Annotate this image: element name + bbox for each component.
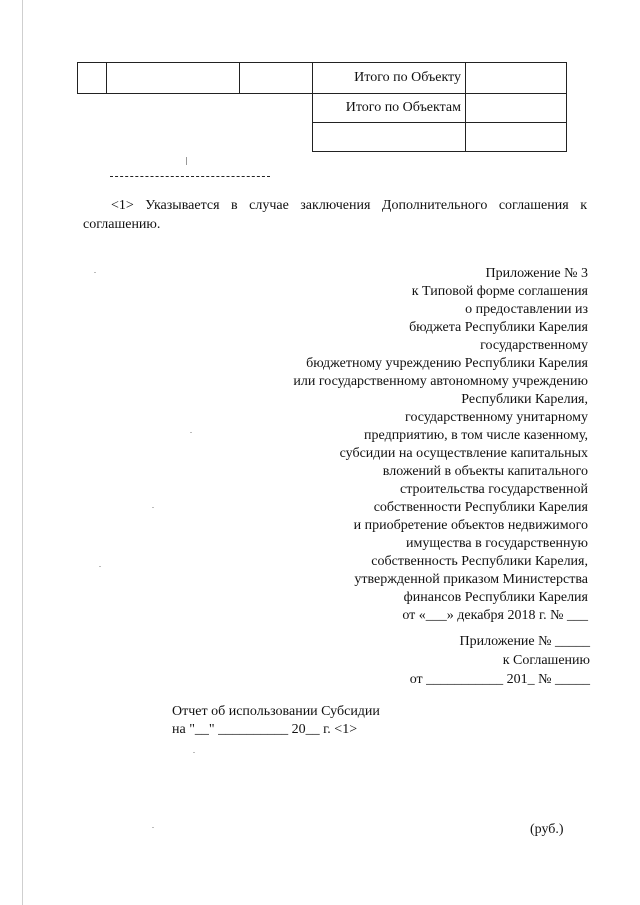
table-row	[78, 123, 567, 152]
appendix-line: и приобретение объектов недвижимого	[353, 518, 588, 533]
scan-speck	[152, 507, 154, 508]
total-per-object-label: Итого по Объекту	[313, 63, 466, 94]
footnote-separator	[110, 176, 270, 177]
total-per-objects-value	[466, 94, 567, 123]
agreement-appendix-line: Приложение № _____	[459, 634, 590, 649]
table-row	[78, 63, 567, 94]
footnote: <1> Указывается в случае заключения Дополнительного соглашения к соглашению.	[83, 198, 587, 232]
scan-mark	[186, 157, 187, 165]
scan-speck	[94, 272, 96, 273]
totals-table	[77, 62, 567, 152]
appendix-line: имущества в государственную	[405, 536, 588, 551]
scan-speck	[152, 827, 154, 828]
appendix-line: или государственному автономному учреждению	[293, 374, 588, 389]
appendix-line: Приложение № 3	[485, 266, 588, 281]
appendix-line: от «___» декабря 2018 г. № ___	[402, 608, 588, 623]
agreement-appendix-header	[290, 632, 590, 689]
report-title: Отчет об использовании Субсидии	[172, 704, 380, 719]
empty-row-label	[313, 123, 466, 152]
appendix-line: к Типовой форме соглашения	[411, 284, 588, 299]
currency-unit: (руб.)	[530, 822, 564, 837]
appendix-line: вложений в объекты капитального	[382, 464, 588, 479]
appendix-line: субсидии на осуществление капитальных	[339, 446, 588, 461]
scan-speck	[190, 432, 192, 433]
total-per-object-value	[466, 63, 567, 94]
appendix-line: утвержденной приказом Министерства	[354, 572, 588, 587]
appendix-line: предприятию, в том числе казенному,	[364, 428, 588, 443]
scan-speck	[193, 752, 195, 753]
appendix-line: о предоставлении из	[465, 302, 588, 317]
appendix-line: государственному	[480, 338, 588, 353]
appendix-line: государственному унитарному	[405, 410, 588, 425]
table-row	[78, 94, 567, 123]
appendix-line: финансов Республики Карелия	[403, 590, 588, 605]
appendix-line: собственности Республики Карелия	[373, 500, 588, 515]
agreement-appendix-line: от ___________ 201_ № _____	[409, 672, 590, 687]
scan-speck	[99, 566, 101, 567]
empty-row-value	[466, 123, 567, 152]
agreement-appendix-line: к Соглашению	[502, 653, 590, 668]
appendix-3-header	[188, 265, 588, 625]
appendix-line: строительства государственной	[400, 482, 588, 497]
appendix-line: бюджетному учреждению Республики Карелия	[306, 356, 588, 371]
appendix-line: собственность Республики Карелия,	[371, 554, 588, 569]
page-edge	[22, 0, 23, 905]
appendix-line: бюджета Республики Карелия	[409, 320, 588, 335]
appendix-line: Республики Карелия,	[461, 392, 588, 407]
report-date-line: на "__" __________ 20__ г. <1>	[172, 722, 358, 737]
total-per-objects-label: Итого по Объектам	[313, 94, 466, 123]
report-heading	[172, 703, 380, 739]
